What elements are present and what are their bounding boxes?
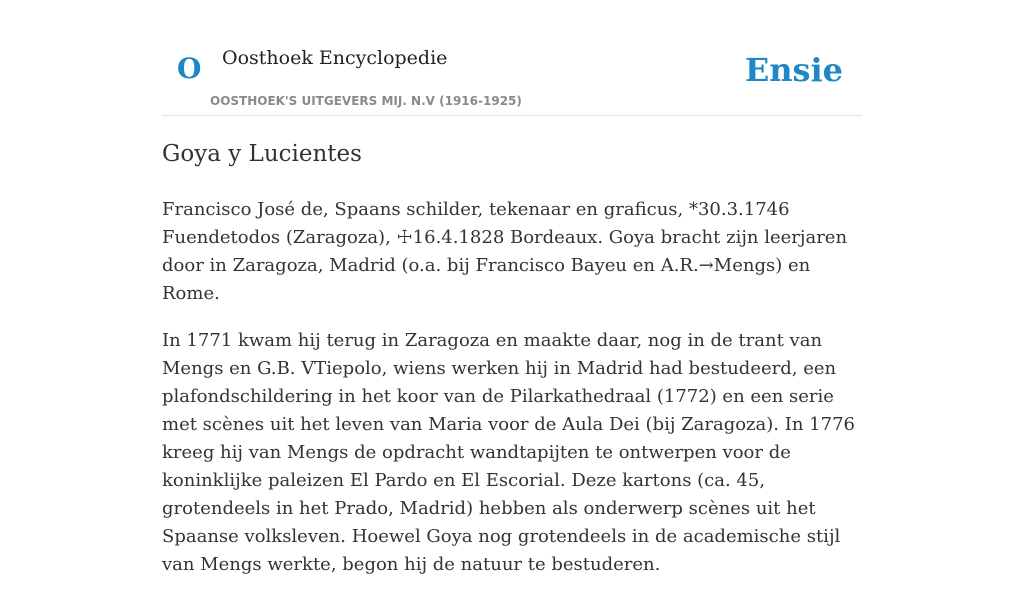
ensie-logo-link[interactable]: Ensie	[744, 51, 843, 89]
publication-title[interactable]: Oosthoek Encyclopedie	[222, 47, 448, 69]
publication-header	[162, 0, 862, 116]
publication-subtitle: OOSTHOEK'S UITGEVERS MIJ. N.V (1916-1925)	[210, 94, 522, 108]
article-paragraph: Francisco José de, Spaans schilder, tekenaar en graficus, *30.3.1746 Fuendetodos (Zaragoza), ☩16.4.1828 Bordeaux. Goya bracht zijn leerjaren door in Zaragoza, Madrid (o.a. bij Francisco Bayeu en A.R.→Mengs) en Rome.	[162, 199, 848, 304]
article-title: Goya y Lucientes	[162, 141, 362, 167]
article	[162, 136, 862, 598]
publication-logo[interactable]: O	[177, 52, 202, 85]
article-paragraph: In 1771 kwam hij terug in Zaragoza en maakte daar, nog in de trant van Mengs en G.B. VTiepolo, wiens werken hij in Madrid had bestudeerd, een plafondschildering in het koor van de Pilarkathedraal (1772) en een serie met scènes uit het leven van Maria voor de Aula Dei (bij Zaragoza). In 1776 kreeg hij van Mengs de opdracht wandtapijten te ontwerpen voor de koninklijke paleizen El Pardo en El Escorial. Deze kartons (ca. 45, grotendeels in het Prado, Madrid) hebben als onderwerp scènes uit het Spaanse volksleven. Hoewel Goya nog grotendeels in de academische stijl van Mengs werkte, begon hij de natuur te bestuderen.	[162, 330, 855, 575]
